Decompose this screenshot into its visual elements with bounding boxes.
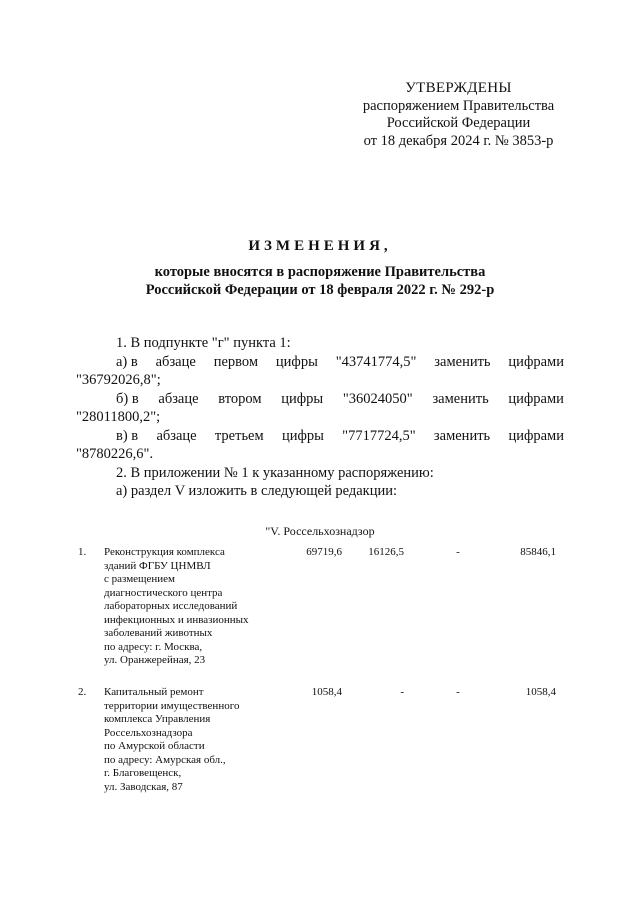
desc-line: ул. Оранжерейная, 23 — [104, 654, 206, 666]
value-cell: - — [456, 546, 460, 558]
desc-line: инфекционных и инвазионных — [104, 613, 249, 626]
desc-line: г. Благовещенск, — [104, 767, 182, 779]
desc-line: комплекса Управления — [104, 713, 211, 725]
word: цифры — [275, 353, 318, 370]
word: заменить — [434, 353, 491, 370]
approval-heading: УТВЕРЖДЕНЫ — [405, 80, 512, 96]
subtitle-line: которые вносятся в распоряжение Правительства — [154, 264, 486, 280]
desc-line: зданий ФГБУ ЦНМВЛ — [104, 559, 211, 572]
word: первом — [213, 353, 259, 370]
desc-line: с размещением — [104, 573, 176, 585]
word: абзаце — [158, 390, 199, 407]
value-cell: - — [456, 686, 460, 698]
word: абзаце — [155, 353, 196, 370]
row-number: 1. — [78, 546, 87, 558]
word: заменить — [433, 427, 491, 444]
word: а) в — [116, 353, 138, 370]
value-cell: 1058,4 — [311, 686, 342, 698]
word: цифрами — [508, 353, 564, 370]
value-cell: 1058,4 — [525, 686, 556, 698]
desc-line: диагностического центра — [104, 586, 223, 599]
paragraph-2: 2. В приложении № 1 к указанному распоряжению: — [116, 464, 434, 481]
word: цифры — [281, 427, 324, 444]
desc-line: по Амурской области — [104, 740, 205, 752]
paragraph-1: 1. В подпункте "г" пункта 1: — [116, 335, 291, 351]
value-cell: - — [400, 686, 404, 698]
subparagraph-c — [76, 427, 564, 446]
row-number: 2. — [78, 686, 87, 698]
value-cell: 69719,6 — [306, 546, 342, 558]
word: в) в — [116, 427, 139, 444]
row-description — [104, 546, 294, 668]
value-cell: 16126,5 — [368, 546, 404, 558]
word: втором — [218, 390, 262, 407]
row-description — [104, 686, 294, 794]
word: б) в — [116, 390, 139, 407]
subparagraph-c-cont: "8780226,6". — [76, 446, 154, 462]
desc-line: по адресу: г. Москва, — [104, 640, 203, 653]
approval-line: Российской Федерации — [386, 115, 531, 131]
word: абзаце — [156, 427, 197, 444]
desc-line: по адресу: Амурская обл., — [104, 753, 226, 766]
subparagraph-a-cont: "36792026,8"; — [76, 372, 161, 388]
approval-line: распоряжением Правительства — [362, 97, 555, 114]
document-body — [76, 334, 564, 501]
word: "36024050" — [342, 390, 413, 407]
desc-line: территории имущественного — [104, 699, 240, 712]
value-cell: 85846,1 — [520, 546, 556, 558]
desc-line: Россельхознадзора — [104, 726, 193, 739]
subparagraph-a — [76, 353, 564, 372]
subparagraph-b — [76, 390, 564, 409]
desc-line: ул. Заводская, 87 — [104, 780, 183, 793]
desc-line: заболеваний животных — [104, 627, 213, 639]
word: заменить — [432, 390, 489, 407]
subparagraph-b-cont: "28011800,2"; — [76, 409, 161, 425]
document-subtitle — [0, 263, 640, 299]
document-title: ИЗМЕНЕНИЯ, — [248, 238, 392, 254]
desc-line: Реконструкция комплекса — [104, 546, 225, 558]
word: третьем — [214, 427, 264, 444]
desc-line: Капитальный ремонт — [104, 686, 204, 698]
approval-date: от 18 декабря 2024 г. № 3853-р — [363, 132, 554, 149]
section-title: "V. Россельхознадзор — [265, 524, 375, 538]
paragraph-2a: а) раздел V изложить в следующей редакции: — [116, 483, 398, 499]
subtitle-line: Российской Федерации от 18 февраля 2022 г. № 292-р — [145, 282, 495, 298]
word: цифрами — [508, 390, 564, 407]
word: цифры — [281, 390, 324, 407]
word: цифрами — [508, 427, 564, 444]
word: "7717724,5" — [342, 427, 416, 444]
approval-stamp — [340, 80, 577, 150]
word: "43741774,5" — [335, 353, 417, 370]
desc-line: лабораторных исследований — [104, 600, 238, 612]
